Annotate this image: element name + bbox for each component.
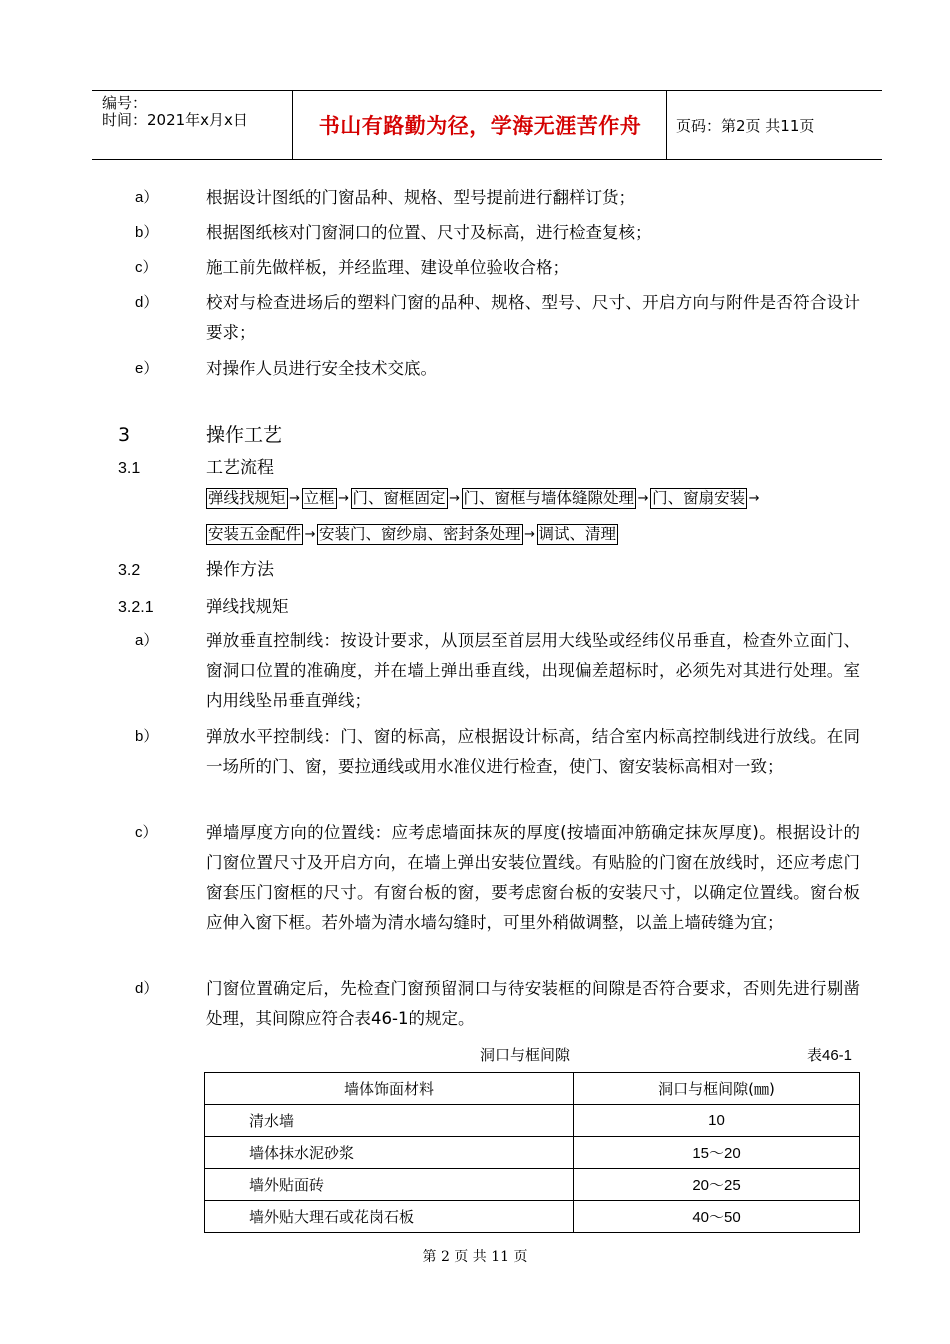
list-label: b） bbox=[135, 728, 159, 745]
section-number: 3.2.1 bbox=[118, 599, 154, 616]
list-item: 弹墙厚度方向的位置线：应考虑墙面抹灰的厚度(按墙面冲筋确定抹灰厚度)。根据设计的门窗位置尺寸及开启方向，在墙上弹出安装位置线。有贴脸的门窗在放线时，还应考虑门窗套压门窗框的尺寸。有窗台板的窗，要考虑窗台板的安装尺寸，以确定位置线。窗台板应伸入窗下框。若外墙为清水墙勾缝时，可里外稍做调整，以盖上墙砖缝为宜； bbox=[206, 823, 860, 932]
flow-step: 安装门、窗纱扇、密封条处理 bbox=[319, 525, 521, 543]
table-cell: 10 bbox=[574, 1105, 860, 1137]
section-title: 弹线找规矩 bbox=[206, 597, 289, 616]
page-header bbox=[92, 90, 882, 160]
column-header: 墙体饰面材料 bbox=[205, 1073, 574, 1105]
table-row bbox=[205, 1169, 860, 1201]
list-label: d） bbox=[135, 294, 159, 311]
flow-arrow-icon: → bbox=[449, 491, 460, 506]
header-divider bbox=[666, 91, 667, 159]
flow-arrow-icon: → bbox=[338, 491, 349, 506]
flow-arrow-icon: → bbox=[289, 491, 300, 506]
list-label: a） bbox=[135, 632, 159, 649]
table-cell: 墙体抹水泥砂浆 bbox=[205, 1137, 574, 1169]
list-item: 根据设计图纸的门窗品种、规格、型号提前进行翻样订货； bbox=[206, 188, 635, 207]
list-item: 校对与检查进场后的塑料门窗的品种、规格、型号、尺寸、开启方向与附件是否符合设计要求； bbox=[206, 293, 860, 342]
flow-step: 调试、清理 bbox=[538, 525, 617, 543]
flow-arrow-icon: → bbox=[524, 527, 535, 542]
time-label: 时间：2021年x月x日 bbox=[102, 111, 248, 129]
table-row bbox=[205, 1201, 860, 1233]
flow-step: 门、窗扇安装 bbox=[652, 489, 746, 507]
header-meta bbox=[102, 95, 248, 129]
table-header-row bbox=[205, 1073, 860, 1105]
table-row bbox=[205, 1137, 860, 1169]
flow-step: 门、窗框固定 bbox=[352, 489, 446, 507]
list-label: b） bbox=[135, 224, 159, 241]
gap-table bbox=[204, 1072, 860, 1233]
header-motto: 书山有路勤为径，学海无涯苦作舟 bbox=[318, 114, 642, 138]
column-header: 洞口与框间隙(㎜) bbox=[574, 1073, 860, 1105]
list-item: 施工前先做样板，并经监理、建设单位验收合格； bbox=[206, 258, 569, 277]
process-flow-row-1 bbox=[206, 488, 761, 509]
table-caption: 洞口与框间隙 bbox=[480, 1046, 571, 1064]
flow-step: 立框 bbox=[303, 489, 335, 507]
list-item: 门窗位置确定后，先检查门窗预留洞口与待安装框的间隙是否符合要求，否则先进行剔凿处理，其间隙应符合表46-1的规定。 bbox=[206, 979, 860, 1028]
list-item: 对操作人员进行安全技术交底。 bbox=[206, 359, 437, 378]
section-title: 操作工艺 bbox=[206, 424, 283, 446]
table-cell: 清水墙 bbox=[205, 1105, 574, 1137]
table-cell: 墙外贴大理石或花岗石板 bbox=[205, 1201, 574, 1233]
page-footer: 第 2 页 共 11 页 bbox=[422, 1249, 528, 1265]
flow-step: 门、窗框与墙体缝隙处理 bbox=[463, 489, 635, 507]
section-number: 3.1 bbox=[118, 460, 141, 477]
list-item: 弹放垂直控制线：按设计要求，从顶层至首层用大线坠或经纬仪吊垂直，检查外立面门、窗洞口位置的准确度，并在墙上弹出垂直线，出现偏差超标时，必须先对其进行处理。室内用线坠吊垂直弹线； bbox=[206, 631, 860, 710]
flow-arrow-icon: → bbox=[637, 491, 649, 506]
list-label: a） bbox=[135, 189, 159, 206]
process-flow-row-2 bbox=[206, 524, 618, 545]
header-divider bbox=[292, 91, 293, 159]
section-number: 3 bbox=[118, 424, 131, 446]
table-cell: 15～20 bbox=[574, 1137, 860, 1169]
list-item: 弹放水平控制线：门、窗的标高，应根据设计标高，结合室内标高控制线进行放线。在同一场所的门、窗，要拉通线或用水准仪进行检查，使门、窗安装标高相对一致； bbox=[206, 727, 860, 776]
flow-step: 弹线找规矩 bbox=[208, 489, 286, 507]
flow-arrow-icon: → bbox=[304, 527, 316, 542]
table-row bbox=[205, 1105, 860, 1137]
list-item: 根据图纸核对门窗洞口的位置、尺寸及标高，进行检查复核； bbox=[206, 223, 652, 242]
list-label: e） bbox=[135, 360, 159, 377]
flow-arrow-icon: → bbox=[748, 491, 760, 506]
list-label: d） bbox=[135, 980, 159, 997]
table-cell: 墙外贴面砖 bbox=[205, 1169, 574, 1201]
section-title: 操作方法 bbox=[206, 560, 274, 580]
header-page-info: 页码：第2页 共11页 bbox=[676, 116, 815, 135]
section-number: 3.2 bbox=[118, 562, 141, 579]
table-number: 表46-1 bbox=[807, 1047, 853, 1064]
serial-label: 编号： bbox=[102, 94, 148, 112]
table-cell: 20～25 bbox=[574, 1169, 860, 1201]
list-label: c） bbox=[135, 259, 158, 276]
table-cell: 40～50 bbox=[574, 1201, 860, 1233]
flow-step: 安装五金配件 bbox=[208, 525, 302, 543]
list-label: c） bbox=[135, 824, 158, 841]
section-title: 工艺流程 bbox=[206, 458, 274, 478]
